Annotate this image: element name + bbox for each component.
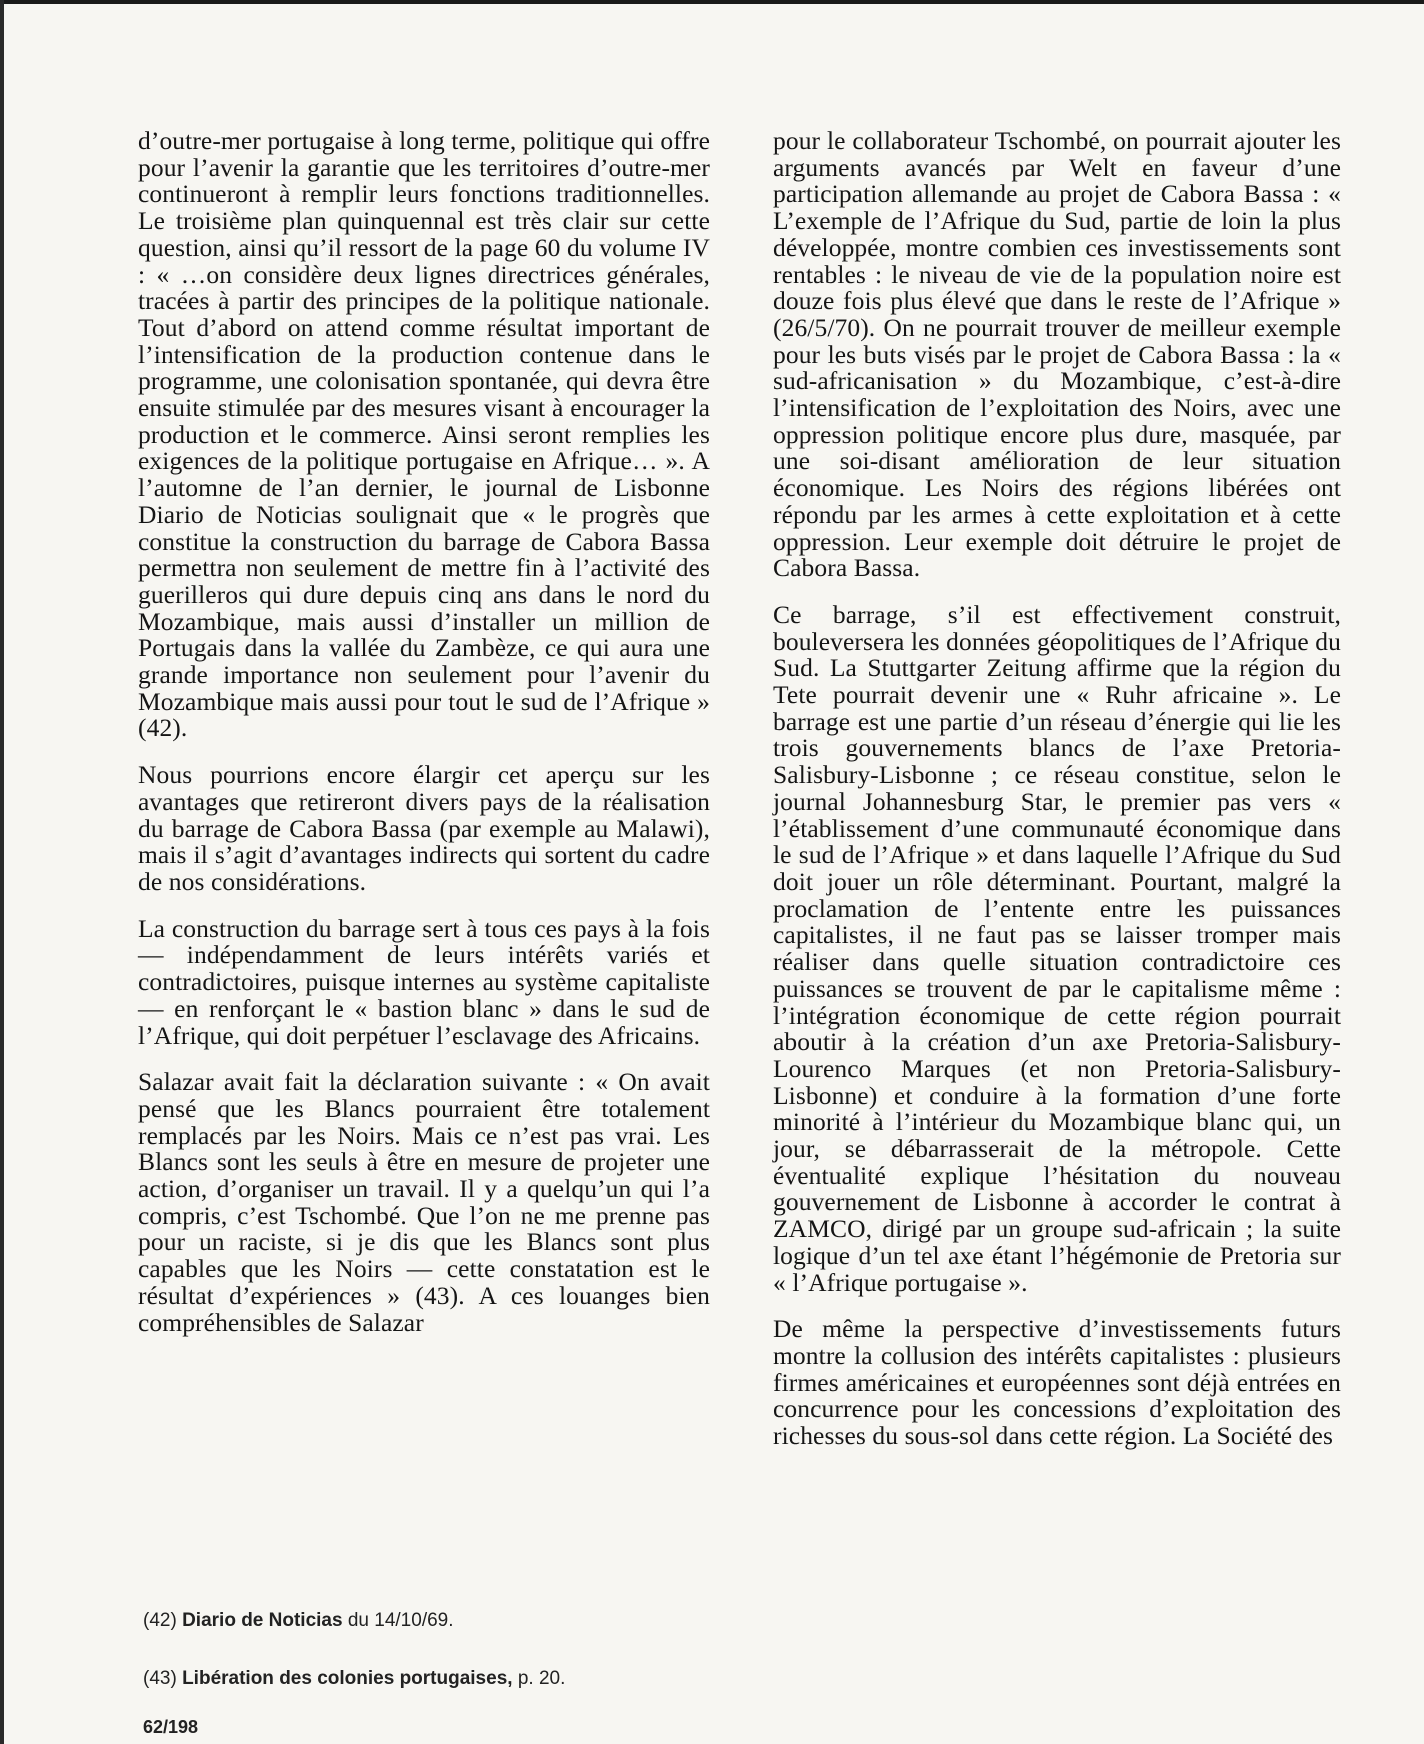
left-paragraph: Salazar avait fait la déclaration suivante : « On avait pensé que les Blancs pourraient être totalement remplacés par les Noirs. Mais ce n’est pas vrai. Les Blancs sont les seuls à être en mesure de projeter une action, d’organiser un travail. Il y a quelqu’un qui l’a compris, c’est Tschombé. Que l’on ne me prenne pas pour un raciste, si je dis que les Blancs sont plus capables que les Noirs — cette constatation est le résultat d’expériences » (43). A ces louanges bien compréhensibles de Salazar: [138, 1067, 710, 1337]
footnote: [143, 1610, 713, 1632]
right-paragraph: Ce barrage, s’il est effectivement construit, bouleversera les données géopolitiques de l’Afrique du Sud. La Stuttgarter Zeitung affirme que la région du Tete pourrait devenir une « Ruhr africaine ». Le barrage est une partie d’un réseau d’énergie qui lie les trois gouvernements blancs de l’axe Pretoria-Salisbury-Lisbonne ; ce réseau constitue, selon le journal Johannesburg Star, le premier pas vers « l’établissement d’une communauté économique dans le sud de l’Afrique » et dans laquelle l’Afrique du Sud doit jouer un rôle déterminant. Pourtant, malgré la proclamation de l’entente entre les puissances capitalistes, il ne faut pas se laisser tromper mais réaliser dans quelle situation contradictoire ces puissances se trouvent de par le capitalisme même : l’intégration économique de cette région pourrait aboutir à la création d’un axe Pretoria-Salisbury-Lourenco Marques (et non Pretoria-Salisbury-Lisbonne) et conduire à la formation d’une forte minorité à l’intérieur du Mozambique blanc qui, un jour, se débarrasserait de la métropole. Cette éventualité explique l’hésitation du nouveau gouvernement de Lisbonne à accorder le contrat à ZAMCO, dirigé par un groupe sud-africain ; la suite logique d’un tel axe étant l’hégémonie de Pretoria sur « l’Afrique portugaise ».: [773, 599, 1341, 1297]
left-paragraph: La construction du barrage sert à tous ces pays à la fois — indépendamment de leurs intérêts variés et contradictoires, puisque internes au système capitaliste — en renforçant le « bastion blanc » dans le sud de l’Afrique, qui doit perpétuer l’esclavage des Africains.: [138, 913, 710, 1050]
page-top-border: [0, 0, 1424, 4]
right-paragraph: De même la perspective d’investissements futurs montre la collusion des intérêts capitalistes : plusieurs firmes américaines et européennes sont déjà entrées en concurrence pour les concessions d’exploitation des richesses du sous-sol dans cette région. La Société des: [773, 1314, 1341, 1451]
left-column: [138, 128, 710, 1356]
page-left-border: [0, 0, 4, 1744]
page-number: 62/198: [143, 1717, 199, 1737]
footnote-marker: (42): [143, 1610, 177, 1631]
footnote-marker: (43): [143, 1668, 177, 1689]
footnote: [143, 1668, 713, 1690]
footnotes: [143, 1610, 713, 1726]
right-column: [773, 128, 1341, 1470]
footnote-source: Diario de Noticias: [182, 1610, 343, 1631]
footnote-detail: p. 20.: [517, 1668, 566, 1689]
right-paragraph: pour le collaborateur Tschombé, on pourrait ajouter les arguments avancés par Welt en faveur d’une participation allemande au projet de Cabora Bassa : « L’exemple de l’Afrique du Sud, partie de loin la plus développée, montre combien ces investissements sont rentables : le niveau de vie de la population noire est douze fois plus élevé que dans le reste de l’Afrique » (26/5/70). On ne pourrait trouver de meilleur exemple pour les buts visés par le projet de Cabora Bassa : la « sud-africanisation » du Mozambique, c’est-à-dire l’intensification de l’exploitation des Noirs, avec une oppression politique encore plus dure, masquée, par une soi-disant amélioration de leur situation économique. Les Noirs des régions libérées ont répondu par les armes à cette exploitation et à cette oppression. Leur exemple doit détruire le projet de Cabora Bassa.: [773, 126, 1341, 583]
left-paragraph: Nous pourrions encore élargir cet aperçu sur les avantages que retireront divers pays de la réalisation du barrage de Cabora Bassa (par exemple au Malawi), mais il s’agit d’avantages indirects qui sortent du cadre de nos considérations.: [138, 760, 710, 896]
footnote-detail: du 14/10/69.: [347, 1610, 454, 1631]
left-paragraph: d’outre-mer portugaise à long terme, politique qui offre pour l’avenir la garantie que les territoires d’outre-mer continueront à remplir leurs fonctions traditionnelles. Le troisième plan quinquennal est très clair sur cette question, ainsi qu’il ressort de la page 60 du volume IV : « …on considère deux lignes directrices générales, tracées à partir des principes de la politique nationale. Tout d’abord on attend comme résultat important de l’intensification de la production contenue dans le programme, une colonisation spontanée, qui devra être ensuite stimulée par des mesures visant à encourager la production et le commerce. Ainsi seront remplies les exigences de la politique portugaise en Afrique… ». A l’automne de l’an dernier, le journal de Lisbonne Diario de Noticias soulignait que « le progrès que constitue la construction du barrage de Cabora Bassa permettra non seulement de mettre fin à l’activité des guerilleros qui dure depuis cinq ans dans le nord du Mozambique, mais aussi d’installer un million de Portugais dans la vallée du Zambèze, ce qui aura une grande importance non seulement pour l’avenir du Mozambique mais aussi pour tout le sud de l’Afrique » (42).: [138, 126, 710, 743]
footnote-source: Libération des colonies portugaises,: [182, 1668, 513, 1689]
